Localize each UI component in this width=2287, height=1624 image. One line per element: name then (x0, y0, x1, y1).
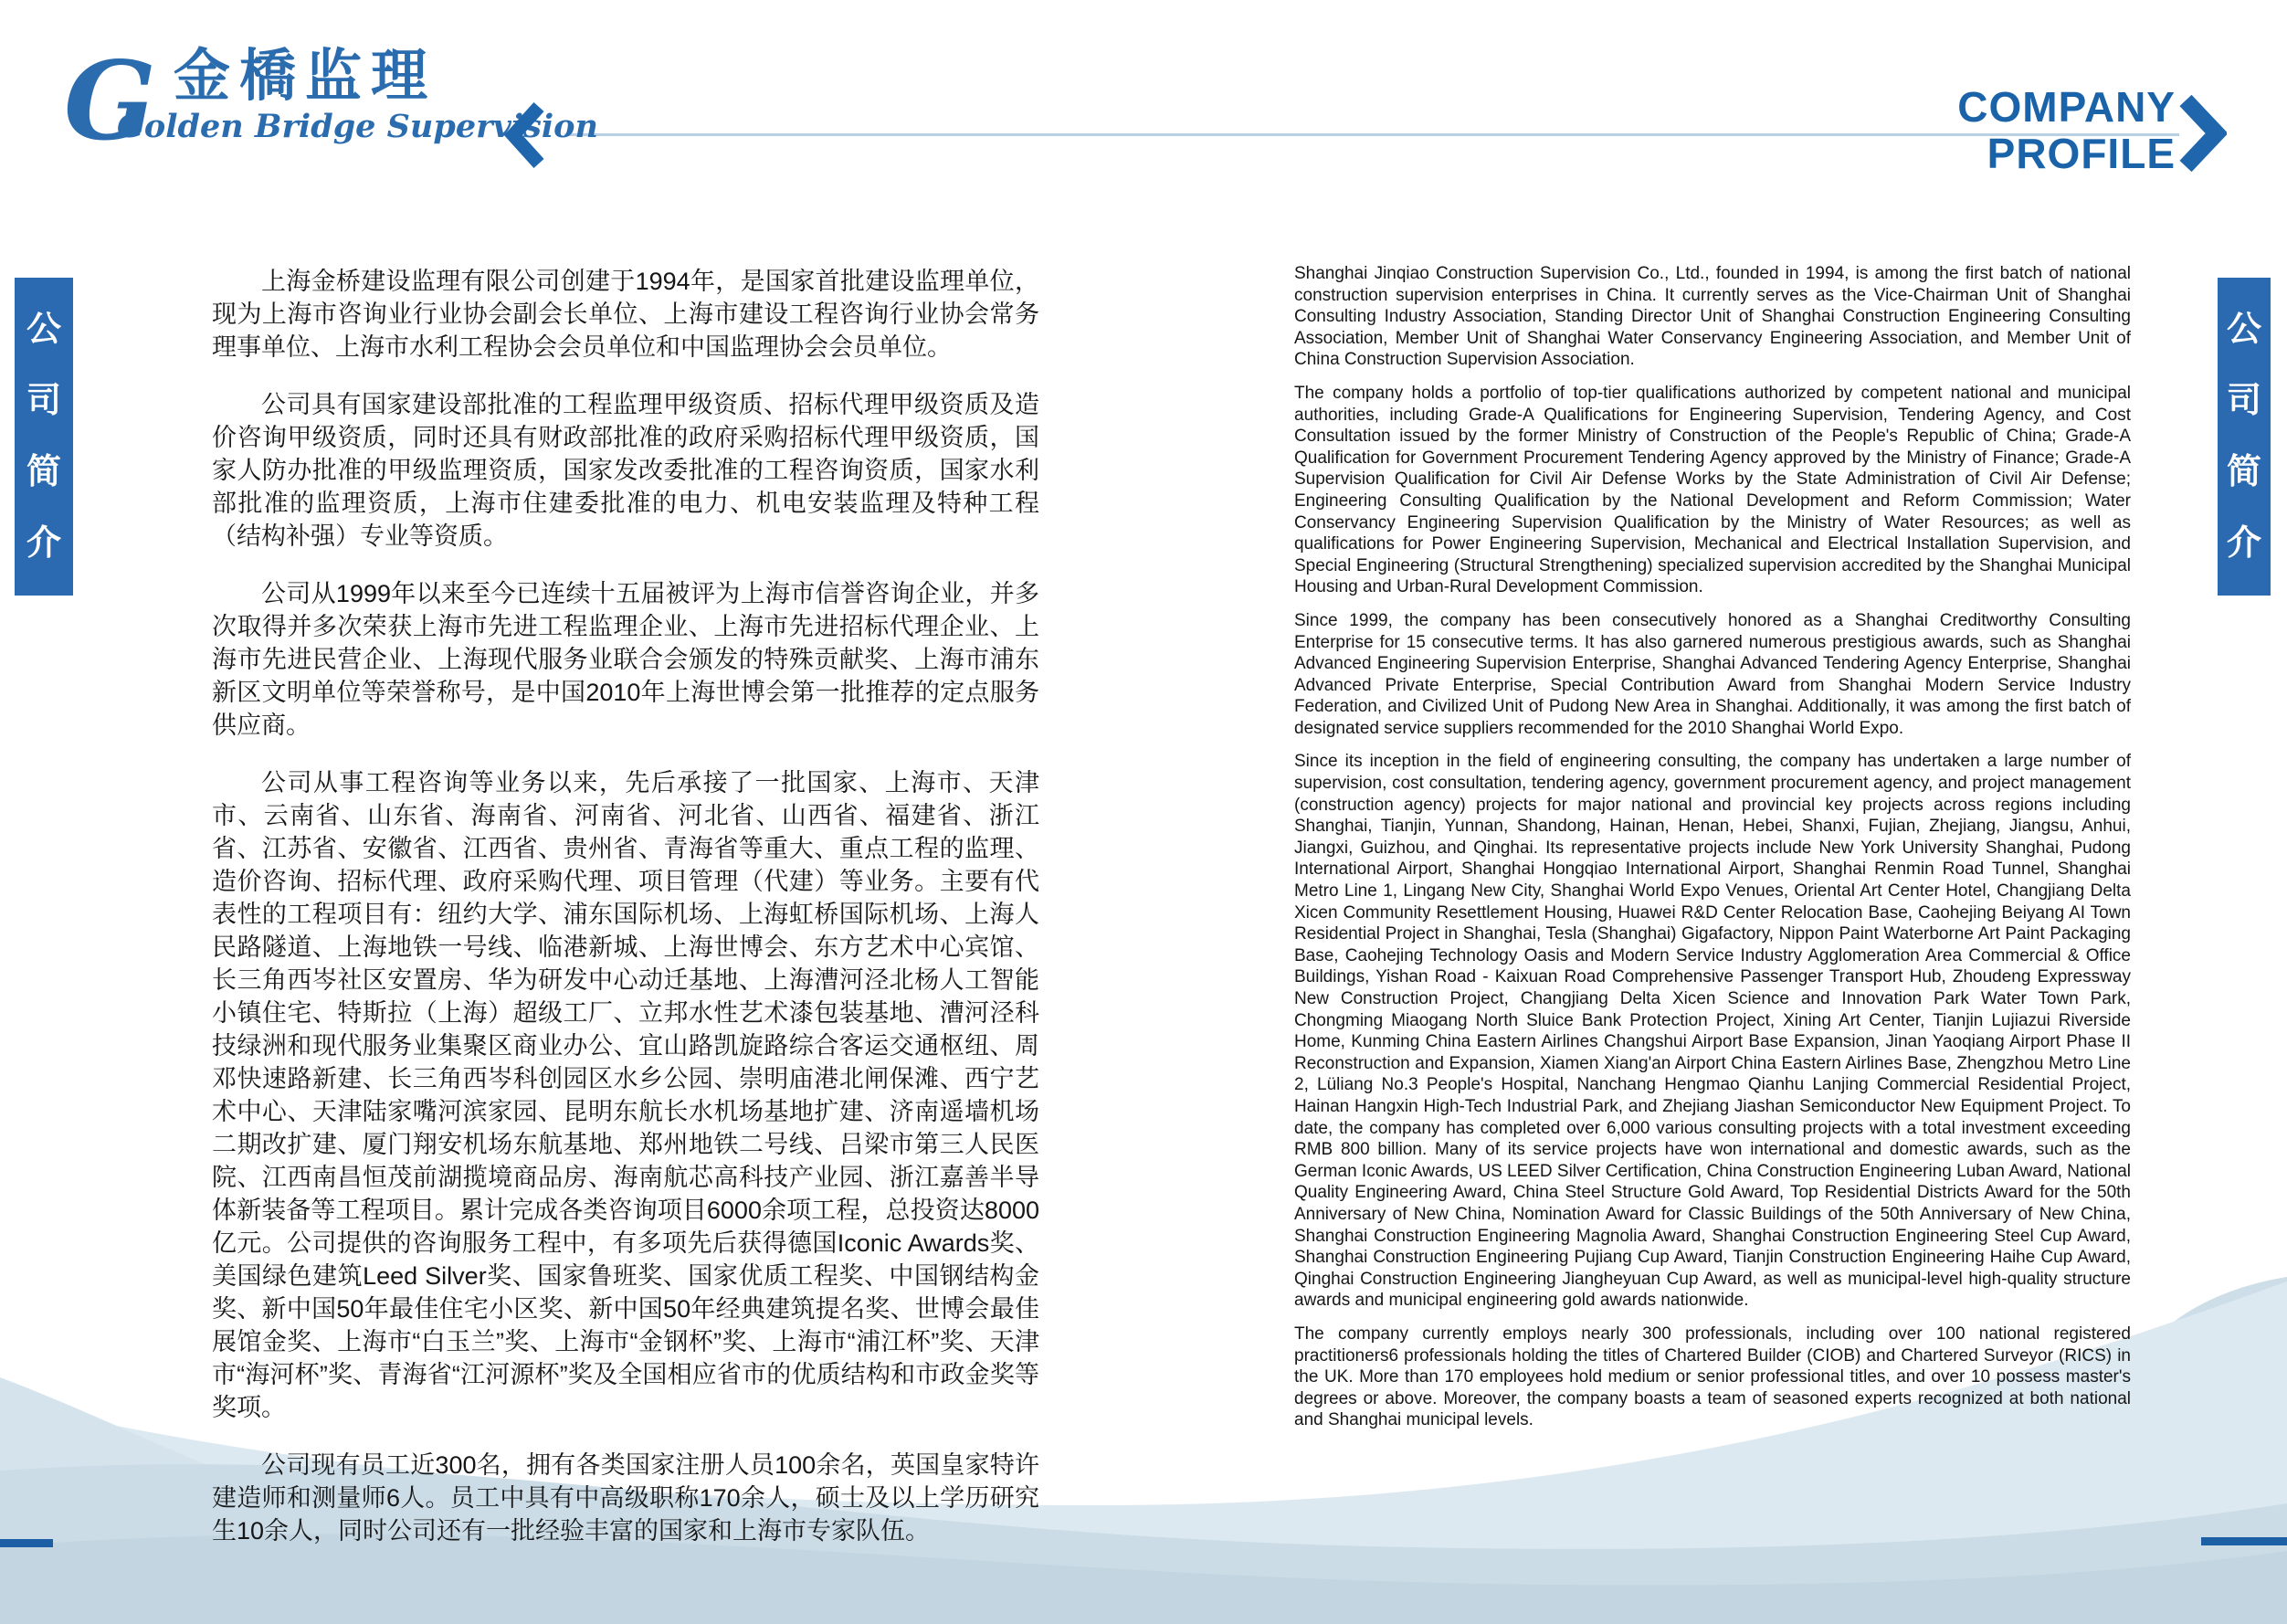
chinese-text-column (212, 265, 1039, 1572)
chinese-paragraph: 公司从1999年以来至今已连续十五届被评为上海市信誉咨询企业，并多次取得并多次荣获上海市先进工程监理企业、上海市先进招标代理企业、上海市先进民营企业、上海现代服务业联合会颁发的特殊贡献奖、上海市浦东新区文明单位等荣誉称号，是中国2010年上海世博会第一批推荐的定点服务供应商。 (212, 580, 1039, 739)
english-paragraph: Shanghai Jinqiao Construction Supervision Co., Ltd., founded in 1994, is among the first batch of national construction supervision enterprises in China. It currently serves as the Vice-Chairman Unit of Shanghai Consulting Industry Association, Standing Director Unit of Shanghai Construction Engineering Consulting Association, Member Unit of Shanghai Water Conservancy Engineering Association, and Member Unit of China Construction Supervision Association. (1294, 264, 2131, 370)
tab-char: 公 (26, 311, 61, 349)
tab-char: 介 (26, 524, 61, 563)
page-title (1854, 84, 2176, 177)
tab-char: 公 (2226, 311, 2261, 349)
logo-chinese-wordmark: 金橋监理 (174, 42, 437, 109)
footer-accent-dash-right (2201, 1537, 2287, 1545)
chinese-paragraph: 上海金桥建设监理有限公司创建于1994年，是国家首批建设监理单位，现为上海市咨询业行业协会副会长单位、上海市建设工程咨询行业协会常务理事单位、上海市水利工程协会会员单位和中国监理协会会员单位。 (212, 268, 1039, 361)
page-title-line2: PROFILE (1987, 130, 2176, 177)
english-text-column (1294, 263, 2131, 1443)
english-paragraph: Since 1999, the company has been consecutively honored as a Shanghai Creditworthy Consulting Enterprise for 15 consecutive terms. It has also garnered numerous prestigious awards, such as Shanghai Advanced Engineering Supervision Enterprise, Shanghai Advanced Tendering Agency Enterprise, Shanghai Advanced Private Enterprise, Special Contribution Award from Shanghai Modern Service Industry Federation, and Civilized Unit of Pudong New Area in Shanghai. Additionally, it was among the first batch of designated service suppliers recommended for the 2010 Shanghai World Expo. (1294, 610, 2131, 738)
sidebar-tab-right-company-profile (2218, 278, 2271, 596)
tab-char: 司 (26, 382, 61, 420)
tab-char: 简 (2226, 453, 2261, 491)
chevron-right-icon (2177, 95, 2227, 176)
page-title-line1: COMPANY (1957, 83, 2176, 131)
tab-char: 简 (26, 453, 61, 491)
chinese-paragraph: 公司现有员工近300名，拥有各类国家注册人员100余名，英国皇家特许建造师和测量师6人。员工中具有中高级职称170余人，硕士及以上学历研究生10余人，同时公司还有一批经验丰富的国家和上海市专家队伍。 (212, 1451, 1039, 1545)
english-paragraph: The company holds a portfolio of top-tier qualifications authorized by competent national and municipal authorities, including Grade-A Qualifications for Engineering Supervision, Tendering Agency, and Cost Consultation issued by the former Ministry of Construction of the People's Republic of China; Grade-A Qualification for Government Procurement Tendering Agency approved by the Ministry of Finance; Grade-A Supervision Qualification for Civil Air Defense Works by the State Administration of Civil Air Defense; Engineering Consulting Qualification by the National Development and Reform Commission; Water Conservancy Engineering Supervision Qualification by the Ministry of Water Resources; as well as qualifications for Power Engineering Supervision, Mechanical and Electrical Installation Supervision, and Special Engineering (Structural Strengthening) specialized supervision accredited by the Shanghai Municipal Housing and Urban-Rural Development Commission. (1294, 383, 2131, 597)
chinese-paragraph: 公司具有国家建设部批准的工程监理甲级资质、招标代理甲级资质及造价咨询甲级资质，同时还具有财政部批准的政府采购招标代理甲级资质，国家人防办批准的甲级监理资质，国家发改委批准的工程咨询资质，国家水利部批准的监理资质，上海市住建委批准的电力、机电安装监理及特种工程（结构补强）专业等资质。 (212, 391, 1039, 550)
footer-accent-dash-left (0, 1539, 53, 1547)
chevron-left-icon (504, 102, 546, 173)
chinese-paragraph: 公司从事工程咨询等业务以来，先后承接了一批国家、上海市、天津市、云南省、山东省、海南省、河南省、河北省、山西省、福建省、浙江省、江苏省、安徽省、江西省、贵州省、青海省等重大、重点工程的监理、造价咨询、招标代理、政府采购代理、项目管理（代建）等业务。主要有代表性的工程项目有：纽约大学、浦东国际机场、上海虹桥国际机场、上海人民路隧道、上海地铁一号线、临港新城、上海世博会、东方艺术中心宾馆、长三角西岑社区安置房、华为研发中心动迁基地、上海漕河泾北杨人工智能小镇住宅、特斯拉（上海）超级工厂、立邦水性艺术漆包装基地、漕河泾科技绿洲和现代服务业集聚区商业办公、宜山路凯旋路综合客运交通枢纽、周邓快速路新建、长三角西岑科创园区水乡公园、崇明庙港北闸保滩、西宁艺术中心、天津陆家嘴河滨家园、昆明东航长水机场基地扩建、济南遥墙机场二期改扩建、厦门翔安机场东航基地、郑州地铁二号线、吕梁市第三人民医院、江西南昌恒茂前湖揽境商品房、海南航芯高科技产业园、浙江嘉善半导体新装备等工程项目。累计完成各类咨询项目6000余项工程，总投资达8000亿元。公司提供的咨询服务工程中，有多项先后获得德国Iconic Awards奖、美国绿色建筑Leed Silver奖、国家鲁班奖、国家优质工程奖、中国钢结构金奖、新中国50年最佳住宅小区奖、新中国50年经典建筑提名奖、世博会最佳展馆金奖、上海市“白玉兰”奖、上海市“金钢杯”奖、上海市“浦江杯”奖、天津市“海河杯”奖、青海省“江河源杯”奖及全国相应省市的优质结构和市政金奖等奖项。 (212, 769, 1039, 1421)
sidebar-tab-left-company-profile (15, 278, 73, 596)
english-paragraph: Since its inception in the field of engineering consulting, the company has undertaken a large number of supervision, cost consultation, tendering agency, government procurement agency, and project management (construction agency) projects for major national and provincial key projects across regions including Shanghai, Tianjin, Yunnan, Shandong, Hainan, Henan, Hebei, Shanxi, Fujian, Zhejiang, Jiangsu, Anhui, Jiangxi, Guizhou, and Qinghai. Its representative projects include New York University Shanghai, Pudong International Airport, Shanghai Hongqiao International Airport, Shanghai Renmin Road Tunnel, Shanghai Metro Line 1, Lingang New City, Shanghai World Expo Venues, Oriental Art Center Hotel, Changjiang Delta Xicen Community Resettlement Housing, Huawei R&D Center Relocation Base, Caohejing Beiyang AI Town Residential Project in Shanghai, Tesla (Shanghai) Gigafactory, Nippon Paint Waterborne Art Paint Packaging Base, Caohejing Technology Oasis and Modern Service Industry Agglomeration Area Commercial & Office Buildings, Yishan Road - Kaixuan Road Comprehensive Passenger Transport Hub, Zhoudeng Expressway New Construction Project, Changjiang Delta Xicen Science and Innovation Park Water Town Park, Chongming Miaogang North Sluice Bank Protection Project, Xining Art Center, Tianjin Lujiazui Riverside Home, Kunming China Eastern Airlines Changshui Airport Base Expansion, Jinan Yaoqiang Airport Phase II Reconstruction and Expansion, Xiamen Xiang'an Airport China Eastern Airlines Base, Zhengzhou Metro Line 2, Lüliang No.3 People's Hospital, Nanchang Hengmao Qianhu Lanjing Commercial Residential Project, Hainan Hangxin High-Tech Industrial Park, and Zhejiang Jiashan Semiconductor New Equipment Project. To date, the company has completed over 6,000 various consulting projects with a total investment exceeding RMB 800 billion. Many of its service projects have won international and domestic awards, such as the German Iconic Awards, US LEED Silver Certification, China Construction Engineering Luban Award, National Quality Engineering Award, China Steel Structure Gold Award, Top Residential Districts Award for the 50th Anniversary of New China, Nomination Award for Classic Buildings of the 50th Anniversary of New China, Shanghai Construction Engineering Magnolia Award, Shanghai Construction Engineering Steel Cup Award, Shanghai Construction Engineering Pujiang Cup Award, Tianjin Construction Engineering Haihe Cup Award, Qinghai Construction Engineering Jiangheyuan Cup Award, as well as municipal-level high-quality structure awards and municipal engineering gold awards nationwide. (1294, 752, 2131, 1311)
english-paragraph: The company currently employs nearly 300 professionals, including over 100 national registered practitioners6 professionals holding the titles of Chartered Builder (CIOB) and Chartered Surveyor (RICS) in the UK. More than 170 employees hold medium or senior professional titles, and over 10 possess master's degrees or above. Moreover, the company boasts a team of seasoned experts recognized at both national and Shanghai municipal levels. (1294, 1323, 2131, 1430)
tab-char: 介 (2226, 524, 2261, 563)
logo-g-monogram: G (64, 37, 156, 164)
tab-char: 司 (2226, 382, 2261, 420)
logo-english-wordmark: Golden Bridge Supervision (117, 108, 598, 145)
